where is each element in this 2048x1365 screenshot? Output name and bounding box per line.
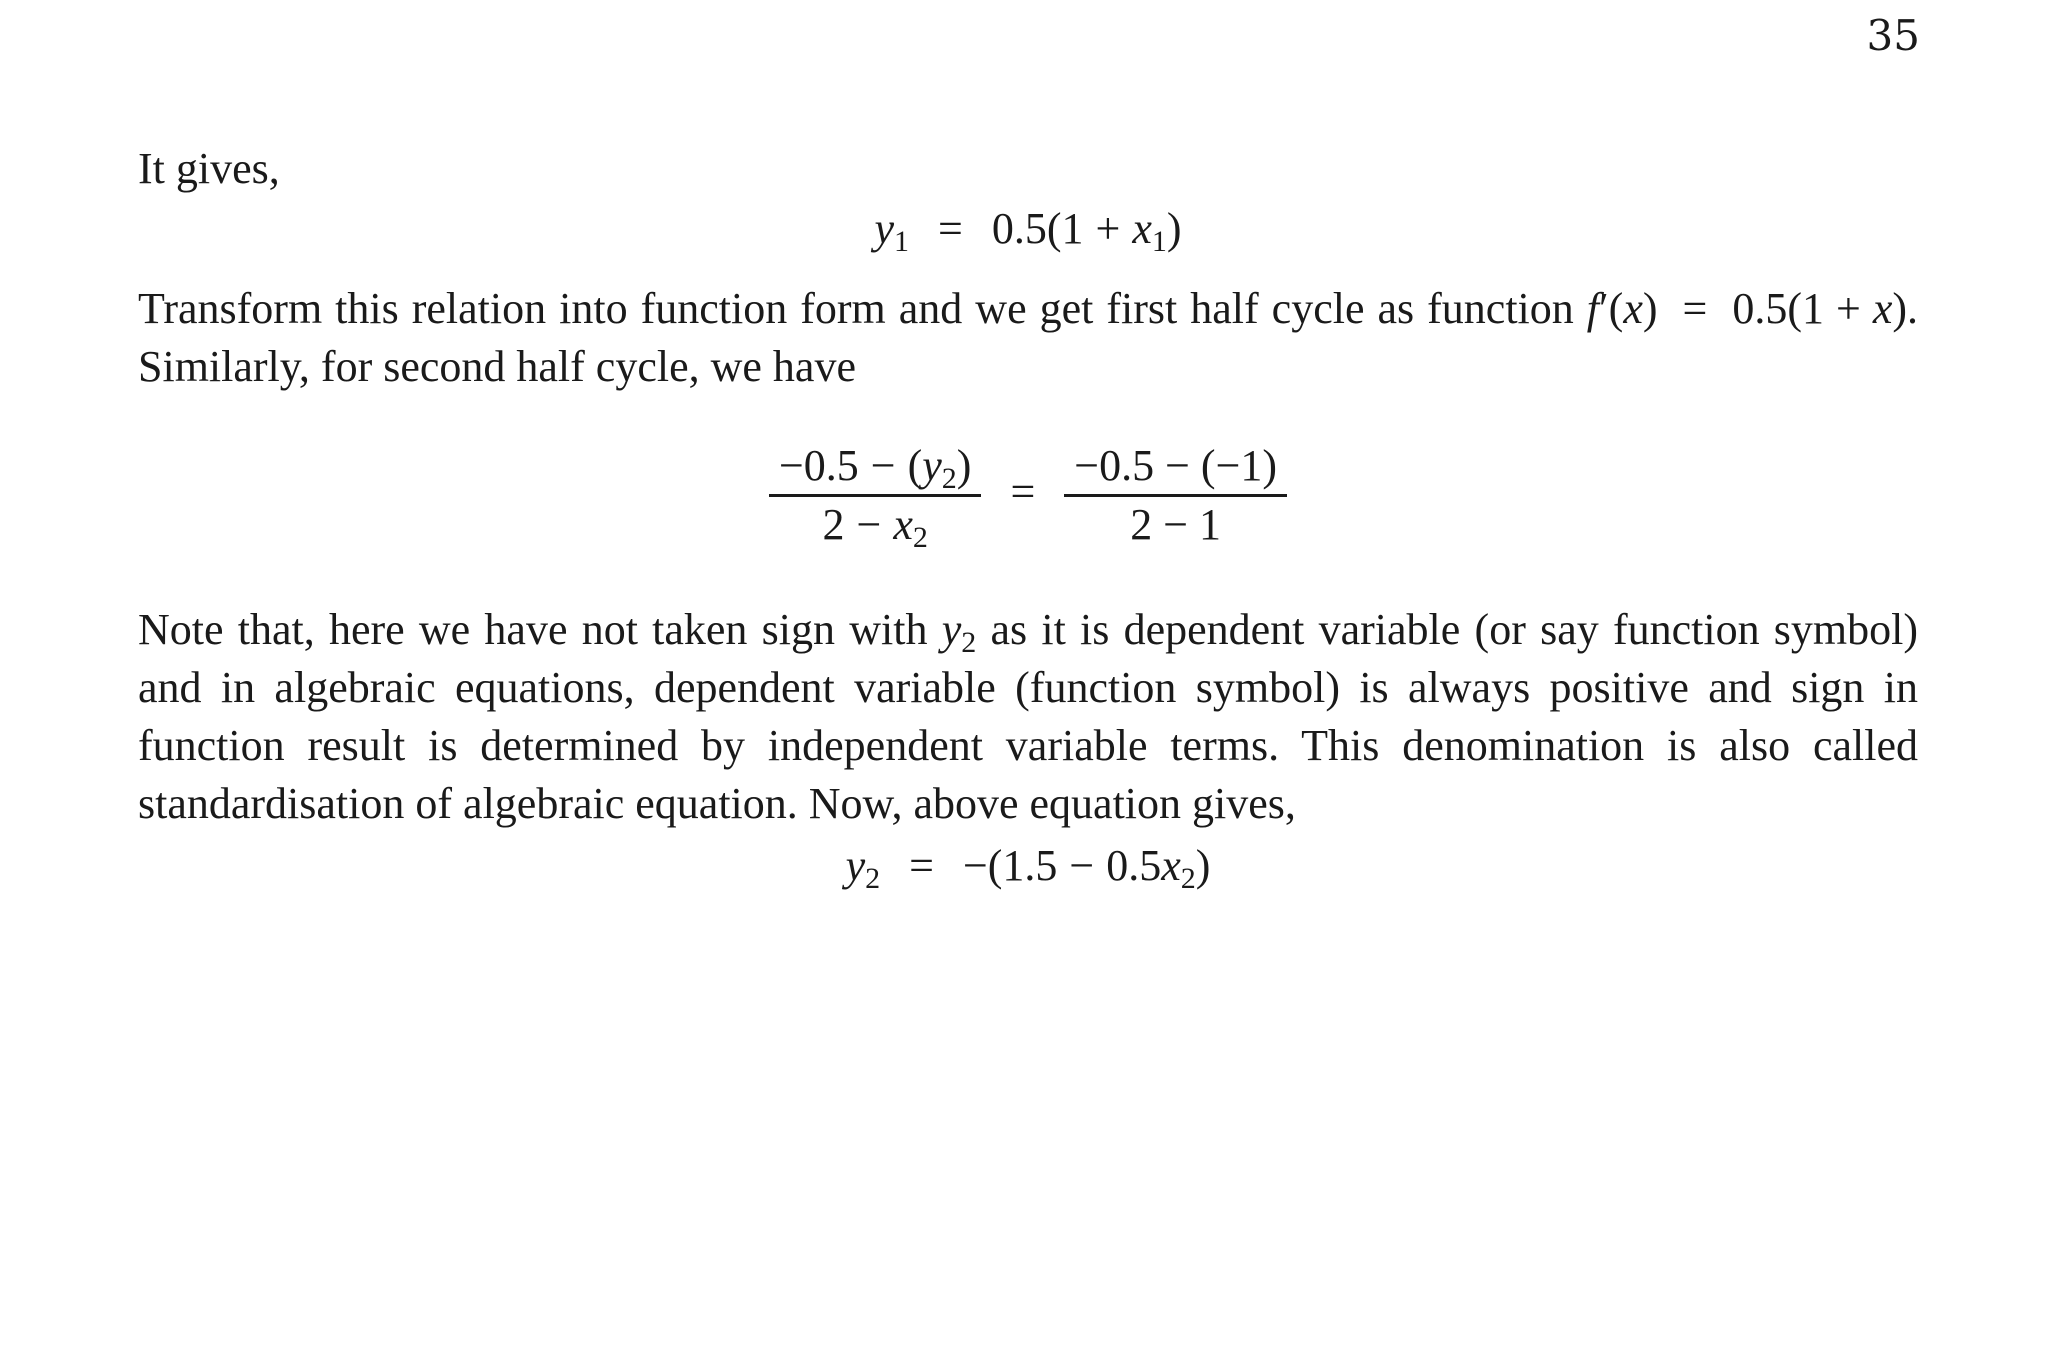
para2-plus: +: [1836, 284, 1861, 333]
eq1-plus: +: [1095, 204, 1121, 253]
eq3-rhs-sub: 2: [1180, 862, 1196, 895]
eq1-rhs-pre: 0.5(1: [991, 204, 1084, 253]
flden-pre: 2: [822, 500, 845, 549]
para2-rhs-pre: 0.5(1: [1732, 284, 1825, 333]
para2-f: f: [1586, 284, 1600, 333]
flnum-sub: 2: [941, 462, 957, 495]
flnum-close: ): [956, 441, 972, 490]
paragraph-intro: It gives,: [138, 144, 280, 193]
para2-open: (: [1608, 284, 1624, 333]
para2-prime: ′: [1599, 284, 1609, 333]
flden-sub: 2: [912, 521, 928, 554]
flden-minus: −: [856, 500, 882, 549]
eq3-lhs-var: y: [845, 841, 866, 890]
para2-line1: Transform this relation into function form and we get first half cycle as function: [138, 284, 1574, 333]
eq1-rhs-sub: 1: [1151, 225, 1167, 258]
equation-fraction: [138, 438, 1918, 553]
para2-rhs-x: x: [1872, 284, 1893, 333]
eq3-rhs-coef: 0.5: [1106, 841, 1162, 890]
para3-var-sub: 2: [961, 626, 977, 659]
para3-text-after: as it is dependent variable (or say function symbol) and in algebraic equations, dependent variable (function symbol) is always positive and sign in function result is determined by independent variable terms. This denomination is also called standardisation of algebraic equation. Now, above equation gives,: [138, 605, 1919, 828]
flnum-pre: −0.5: [778, 441, 859, 490]
fraction-left-numerator: [769, 438, 982, 497]
paragraph-note: [138, 601, 1918, 833]
equation-y1: [138, 200, 1918, 258]
eq1-lhs-var: y: [874, 204, 895, 253]
eq3-rhs-var: x: [1161, 841, 1181, 890]
para3-text-before: Note that, here we have not taken sign with: [138, 605, 928, 654]
eq1-rhs-close: ): [1166, 204, 1182, 253]
flnum-minus: −: [870, 441, 896, 490]
fraction-right-numerator: −0.5 − (−1): [1064, 438, 1287, 497]
eq3-minus: −: [1069, 841, 1095, 890]
page-content: [138, 140, 1918, 895]
fraction-left: [769, 438, 982, 553]
flden-var: x: [893, 500, 913, 549]
eq3-lhs-sub: 2: [865, 862, 881, 895]
eq3-equals: =: [909, 841, 934, 890]
para2-close: ): [1642, 284, 1658, 333]
flnum-var: y: [922, 441, 942, 490]
eq3-rhs-close: ): [1195, 841, 1211, 890]
eq1-rhs-var: x: [1132, 204, 1152, 253]
equation-y2: [138, 837, 1918, 895]
para2-equals: =: [1682, 284, 1708, 333]
eq1-equals: =: [938, 204, 963, 253]
para2-x: x: [1623, 284, 1643, 333]
fraction-right-denominator: 2 − 1: [1130, 500, 1222, 549]
para2-line2-rest: Similarly, for second half cycle, we have: [138, 342, 856, 391]
flnum-open: (: [907, 441, 923, 490]
fraction-left-denominator: [769, 497, 982, 553]
paragraph-transform: [138, 280, 1918, 396]
eq2-equals: =: [1010, 466, 1036, 516]
para3-var: y: [941, 605, 962, 654]
eq3-rhs-pre: −(1.5: [962, 841, 1058, 890]
para2-rhs-close: ).: [1892, 284, 1919, 333]
eq1-lhs-sub: 1: [894, 225, 910, 258]
page-number: 35: [1866, 11, 1920, 60]
fraction-right: [1064, 438, 1287, 553]
